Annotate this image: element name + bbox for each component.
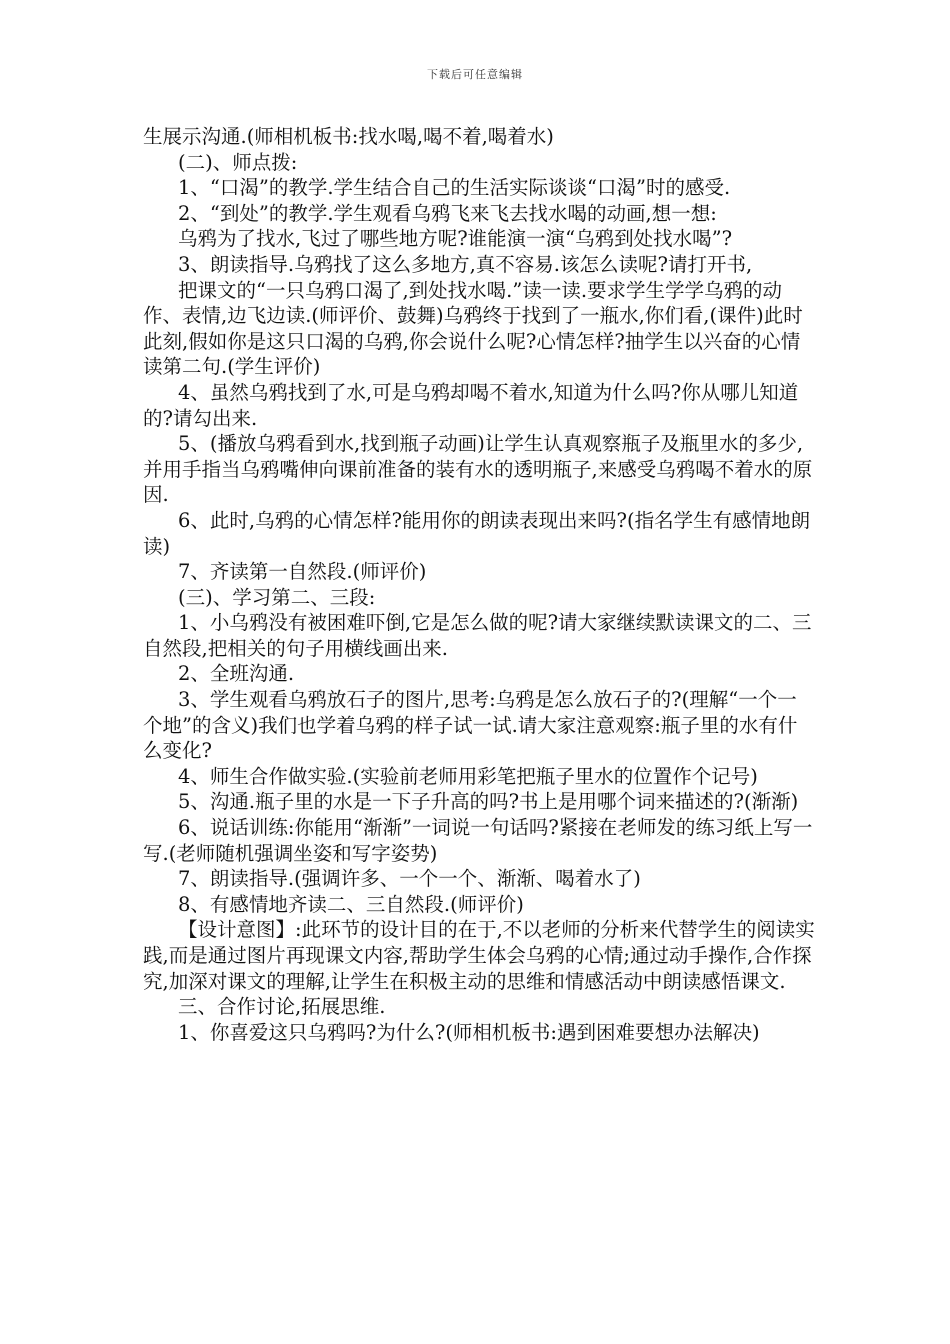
paragraph: 2、全班沟通.: [178, 662, 295, 686]
paragraph: 4、虽然乌鸦找到了水,可是乌鸦却喝不着水,知道为什么吗?你从哪儿知道的?请勾出来.: [143, 380, 799, 430]
paragraph: 1、“口渴”的教学.学生结合自己的生活实际谈谈“口渴”时的感受.: [178, 176, 731, 200]
paragraph: 3、朗读指导.乌鸦找了这么多地方,真不容易.该怎么读呢?请打开书,: [178, 252, 753, 276]
paragraph: 乌鸦为了找水,飞过了哪些地方呢?谁能演一演“乌鸦到处找水喝”?: [178, 227, 733, 251]
paragraph: 2、“到处”的教学.学生观看乌鸦飞来飞去找水喝的动画,想一想:: [178, 201, 717, 225]
paragraph: 生展示沟通.(师相机板书:找水喝,喝不着,喝着水): [143, 125, 554, 148]
page-header-note: 下载后可任意编辑: [427, 68, 523, 81]
paragraph: 7、朗读指导.(强调许多、一个一个、渐渐、喝着水了): [178, 867, 641, 891]
paragraph: 1、小乌鸦没有被困难吓倒,它是怎么做的呢?请大家继续默读课文的二、三自然段,把相关的句子用横线画出来.: [143, 611, 812, 660]
paragraph: 4、师生合作做实验.(实验前老师用彩笔把瓶子里水的位置作个记号): [178, 764, 758, 788]
section-heading: 三、合作讨论,拓展思维.: [178, 995, 386, 1019]
section-heading: (三)、学习第二、三段:: [178, 585, 376, 609]
paragraph: 7、齐读第一自然段.(师评价): [178, 560, 427, 584]
paragraph: 3、学生观看乌鸦放石子的图片,思考:乌鸦是怎么放石子的?(理解“一个一个地”的含义)我们也学着乌鸦的样子试一试.请大家注意观察:瓶子里的水有什么变化?: [143, 688, 798, 763]
document-body: [143, 124, 815, 1045]
paragraph: 6、此时,乌鸦的心情怎样?能用你的朗读表现出来吗?(指名学生有感情地朗读): [143, 508, 811, 558]
paragraph: 8、有感情地齐读二、三自然段.(师评价): [178, 892, 524, 916]
design-intent-paragraph: 【设计意图】:此环节的设计目的在于,不以老师的分析来代替学生的阅读实践,而是通过图片再现课文内容,帮助学生体会乌鸦的心情;通过动手操作,合作探究,加深对课文的理解,让学生在积极主动的思维和情感活动中朗读感悟课文.: [143, 918, 815, 993]
paragraph: 6、说话训练:你能用“渐渐”一词说一句话吗?紧接在老师发的练习纸上写一写.(老师随机强调坐姿和写字姿势): [143, 816, 813, 865]
paragraph: 5、(播放乌鸦看到水,找到瓶子动画)让学生认真观察瓶子及瓶里水的多少,并用手指当乌鸦嘴伸向课前准备的装有水的透明瓶子,来感受乌鸦喝不着水的原因.: [143, 432, 813, 507]
paragraph: 1、你喜爱这只乌鸦吗?为什么?(师相机板书:遇到困难要想办法解决): [178, 1020, 760, 1044]
paragraph: (二)、师点拨:: [178, 150, 298, 174]
paragraph: 把课文的“一只乌鸦口渴了,到处找水喝.”读一读.要求学生学学乌鸦的动作、表情,边飞边读.(师评价、鼓舞)乌鸦终于找到了一瓶水,你们看,(课件)此时此刻,假如你是这只口渴的乌鸦,你会说什么呢?心情怎样?抽学生以兴奋的心情读第二句.(学生评价): [143, 278, 803, 379]
paragraph: 5、沟通.瓶子里的水是一下子升高的吗?书上是用哪个词来描述的?(渐渐): [178, 790, 799, 814]
